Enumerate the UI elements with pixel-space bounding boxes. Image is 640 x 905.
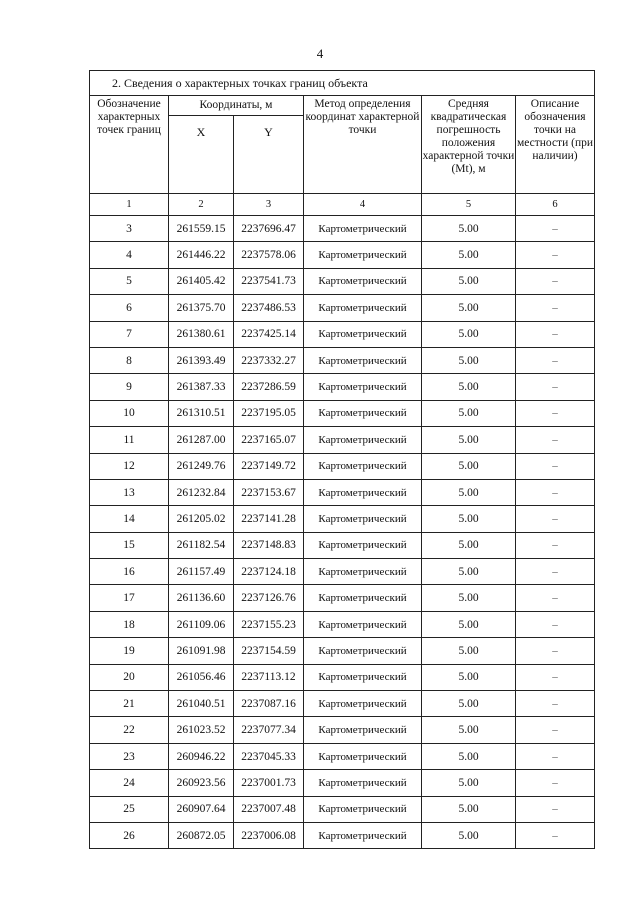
cell-point-number: 17 [90, 585, 169, 611]
cell-x: 260946.22 [169, 743, 234, 769]
cell-method: Картометрический [304, 611, 422, 637]
cell-point-number: 18 [90, 611, 169, 637]
cell-method: Картометрический [304, 479, 422, 505]
cell-y: 2237124.18 [234, 559, 304, 585]
cell-description: – [516, 585, 595, 611]
table-row [90, 479, 595, 505]
cell-y: 2237077.34 [234, 717, 304, 743]
cell-y: 2237425.14 [234, 321, 304, 347]
cell-error: 5.00 [422, 664, 516, 690]
cell-method: Картометрический [304, 770, 422, 796]
table-row [90, 453, 595, 479]
cell-point-number: 5 [90, 268, 169, 294]
cell-description: – [516, 611, 595, 637]
cell-description: – [516, 268, 595, 294]
cell-point-number: 14 [90, 506, 169, 532]
cell-error: 5.00 [422, 479, 516, 505]
table-row [90, 321, 595, 347]
cell-point-number: 8 [90, 347, 169, 373]
cell-x: 261023.52 [169, 717, 234, 743]
cell-error: 5.00 [422, 611, 516, 637]
cell-point-number: 16 [90, 559, 169, 585]
cell-x: 261136.60 [169, 585, 234, 611]
cell-y: 2237087.16 [234, 691, 304, 717]
cell-description: – [516, 347, 595, 373]
cell-y: 2237006.08 [234, 822, 304, 848]
cell-y: 2237148.83 [234, 532, 304, 558]
cell-method: Картометрический [304, 585, 422, 611]
cell-y: 2237195.05 [234, 400, 304, 426]
table-row [90, 822, 595, 848]
cell-point-number: 7 [90, 321, 169, 347]
cell-description: – [516, 400, 595, 426]
cell-description: – [516, 427, 595, 453]
cell-point-number: 26 [90, 822, 169, 848]
cell-description: – [516, 691, 595, 717]
cell-description: – [516, 321, 595, 347]
cell-y: 2237001.73 [234, 770, 304, 796]
cell-x: 261157.49 [169, 559, 234, 585]
cell-method: Картометрический [304, 268, 422, 294]
cell-x: 260907.64 [169, 796, 234, 822]
cell-x: 261249.76 [169, 453, 234, 479]
cell-error: 5.00 [422, 796, 516, 822]
cell-x: 261232.84 [169, 479, 234, 505]
cell-y: 2237486.53 [234, 295, 304, 321]
cell-y: 2237578.06 [234, 242, 304, 268]
cell-x: 261393.49 [169, 347, 234, 373]
cell-point-number: 6 [90, 295, 169, 321]
cell-method: Картометрический [304, 347, 422, 373]
cell-point-number: 23 [90, 743, 169, 769]
cell-method: Картометрический [304, 796, 422, 822]
cell-description: – [516, 743, 595, 769]
table-row [90, 717, 595, 743]
cell-point-number: 3 [90, 216, 169, 242]
column-number: 4 [304, 194, 422, 216]
cell-method: Картометрический [304, 321, 422, 347]
cell-y: 2237007.48 [234, 796, 304, 822]
table-row [90, 559, 595, 585]
cell-error: 5.00 [422, 585, 516, 611]
cell-description: – [516, 796, 595, 822]
cell-description: – [516, 559, 595, 585]
table-row [90, 347, 595, 373]
cell-description: – [516, 638, 595, 664]
cell-error: 5.00 [422, 532, 516, 558]
table-row [90, 427, 595, 453]
cell-point-number: 12 [90, 453, 169, 479]
cell-method: Картометрический [304, 374, 422, 400]
cell-method: Картометрический [304, 743, 422, 769]
column-number: 5 [422, 194, 516, 216]
header-y: Y [234, 116, 304, 194]
cell-point-number: 19 [90, 638, 169, 664]
cell-error: 5.00 [422, 559, 516, 585]
table-row [90, 796, 595, 822]
cell-description: – [516, 506, 595, 532]
cell-x: 260872.05 [169, 822, 234, 848]
table-row [90, 400, 595, 426]
cell-error: 5.00 [422, 268, 516, 294]
cell-error: 5.00 [422, 321, 516, 347]
cell-y: 2237332.27 [234, 347, 304, 373]
cell-description: – [516, 664, 595, 690]
cell-error: 5.00 [422, 717, 516, 743]
cell-x: 261040.51 [169, 691, 234, 717]
cell-y: 2237155.23 [234, 611, 304, 637]
cell-x: 261375.70 [169, 295, 234, 321]
cell-x: 261091.98 [169, 638, 234, 664]
header-designation: Обозначение характерных точек границ [90, 96, 169, 194]
page-number: 4 [316, 46, 324, 61]
cell-x: 261310.51 [169, 400, 234, 426]
cell-method: Картометрический [304, 532, 422, 558]
cell-description: – [516, 242, 595, 268]
header-x: X [169, 116, 234, 194]
cell-error: 5.00 [422, 347, 516, 373]
cell-description: – [516, 374, 595, 400]
cell-x: 261109.06 [169, 611, 234, 637]
table-row [90, 664, 595, 690]
cell-error: 5.00 [422, 374, 516, 400]
cell-description: – [516, 453, 595, 479]
table-row [90, 216, 595, 242]
cell-y: 2237045.33 [234, 743, 304, 769]
cell-error: 5.00 [422, 242, 516, 268]
cell-description: – [516, 717, 595, 743]
cell-error: 5.00 [422, 453, 516, 479]
table-row [90, 743, 595, 769]
cell-method: Картометрический [304, 559, 422, 585]
table-row [90, 585, 595, 611]
cell-method: Картометрический [304, 427, 422, 453]
cell-x: 261446.22 [169, 242, 234, 268]
header-description: Описание обозначения точки на местности (при наличии) [516, 96, 595, 194]
cell-point-number: 24 [90, 770, 169, 796]
cell-error: 5.00 [422, 743, 516, 769]
cell-x: 261287.00 [169, 427, 234, 453]
cell-point-number: 4 [90, 242, 169, 268]
cell-method: Картометрический [304, 822, 422, 848]
cell-error: 5.00 [422, 691, 516, 717]
cell-x: 261405.42 [169, 268, 234, 294]
cell-y: 2237126.76 [234, 585, 304, 611]
cell-error: 5.00 [422, 822, 516, 848]
cell-point-number: 20 [90, 664, 169, 690]
cell-x: 260923.56 [169, 770, 234, 796]
cell-error: 5.00 [422, 400, 516, 426]
header-method: Метод определения координат характерной точки [304, 96, 422, 194]
cell-point-number: 10 [90, 400, 169, 426]
table-row [90, 691, 595, 717]
cell-description: – [516, 770, 595, 796]
cell-method: Картометрический [304, 506, 422, 532]
cell-method: Картометрический [304, 453, 422, 479]
cell-point-number: 25 [90, 796, 169, 822]
table-row [90, 506, 595, 532]
cell-method: Картометрический [304, 664, 422, 690]
cell-error: 5.00 [422, 506, 516, 532]
column-number: 2 [169, 194, 234, 216]
cell-description: – [516, 479, 595, 505]
cell-y: 2237165.07 [234, 427, 304, 453]
table-body [90, 216, 595, 849]
table-row [90, 638, 595, 664]
cell-point-number: 22 [90, 717, 169, 743]
cell-point-number: 13 [90, 479, 169, 505]
cell-x: 261380.61 [169, 321, 234, 347]
cell-error: 5.00 [422, 295, 516, 321]
cell-y: 2237149.72 [234, 453, 304, 479]
cell-error: 5.00 [422, 427, 516, 453]
section-title: 2. Сведения о характерных точках границ объекта [90, 71, 595, 96]
table-row [90, 295, 595, 321]
table-row [90, 268, 595, 294]
cell-point-number: 9 [90, 374, 169, 400]
cell-x: 261182.54 [169, 532, 234, 558]
cell-y: 2237286.59 [234, 374, 304, 400]
cell-error: 5.00 [422, 770, 516, 796]
table-row [90, 532, 595, 558]
column-numbers-row [90, 194, 595, 216]
cell-y: 2237541.73 [234, 268, 304, 294]
cell-y: 2237696.47 [234, 216, 304, 242]
cell-description: – [516, 532, 595, 558]
cell-method: Картометрический [304, 216, 422, 242]
cell-y: 2237153.67 [234, 479, 304, 505]
cell-x: 261559.15 [169, 216, 234, 242]
cell-method: Картометрический [304, 638, 422, 664]
header-error: Средняя квадратическая погрешность положения характерной точки (Mt), м [422, 96, 516, 194]
cell-y: 2237113.12 [234, 664, 304, 690]
table-row [90, 242, 595, 268]
cell-point-number: 15 [90, 532, 169, 558]
table-row [90, 770, 595, 796]
cell-y: 2237141.28 [234, 506, 304, 532]
boundary-points-table [89, 70, 595, 849]
cell-x: 261205.02 [169, 506, 234, 532]
column-number: 1 [90, 194, 169, 216]
cell-y: 2237154.59 [234, 638, 304, 664]
cell-x: 261387.33 [169, 374, 234, 400]
table-row [90, 374, 595, 400]
column-number: 6 [516, 194, 595, 216]
cell-method: Картометрический [304, 717, 422, 743]
cell-point-number: 11 [90, 427, 169, 453]
header-coordinates: Координаты, м [169, 96, 304, 116]
table-row [90, 611, 595, 637]
cell-method: Картометрический [304, 295, 422, 321]
cell-description: – [516, 216, 595, 242]
cell-method: Картометрический [304, 242, 422, 268]
cell-method: Картометрический [304, 400, 422, 426]
cell-x: 261056.46 [169, 664, 234, 690]
cell-method: Картометрический [304, 691, 422, 717]
cell-point-number: 21 [90, 691, 169, 717]
column-number: 3 [234, 194, 304, 216]
cell-description: – [516, 295, 595, 321]
cell-error: 5.00 [422, 216, 516, 242]
cell-error: 5.00 [422, 638, 516, 664]
cell-description: – [516, 822, 595, 848]
